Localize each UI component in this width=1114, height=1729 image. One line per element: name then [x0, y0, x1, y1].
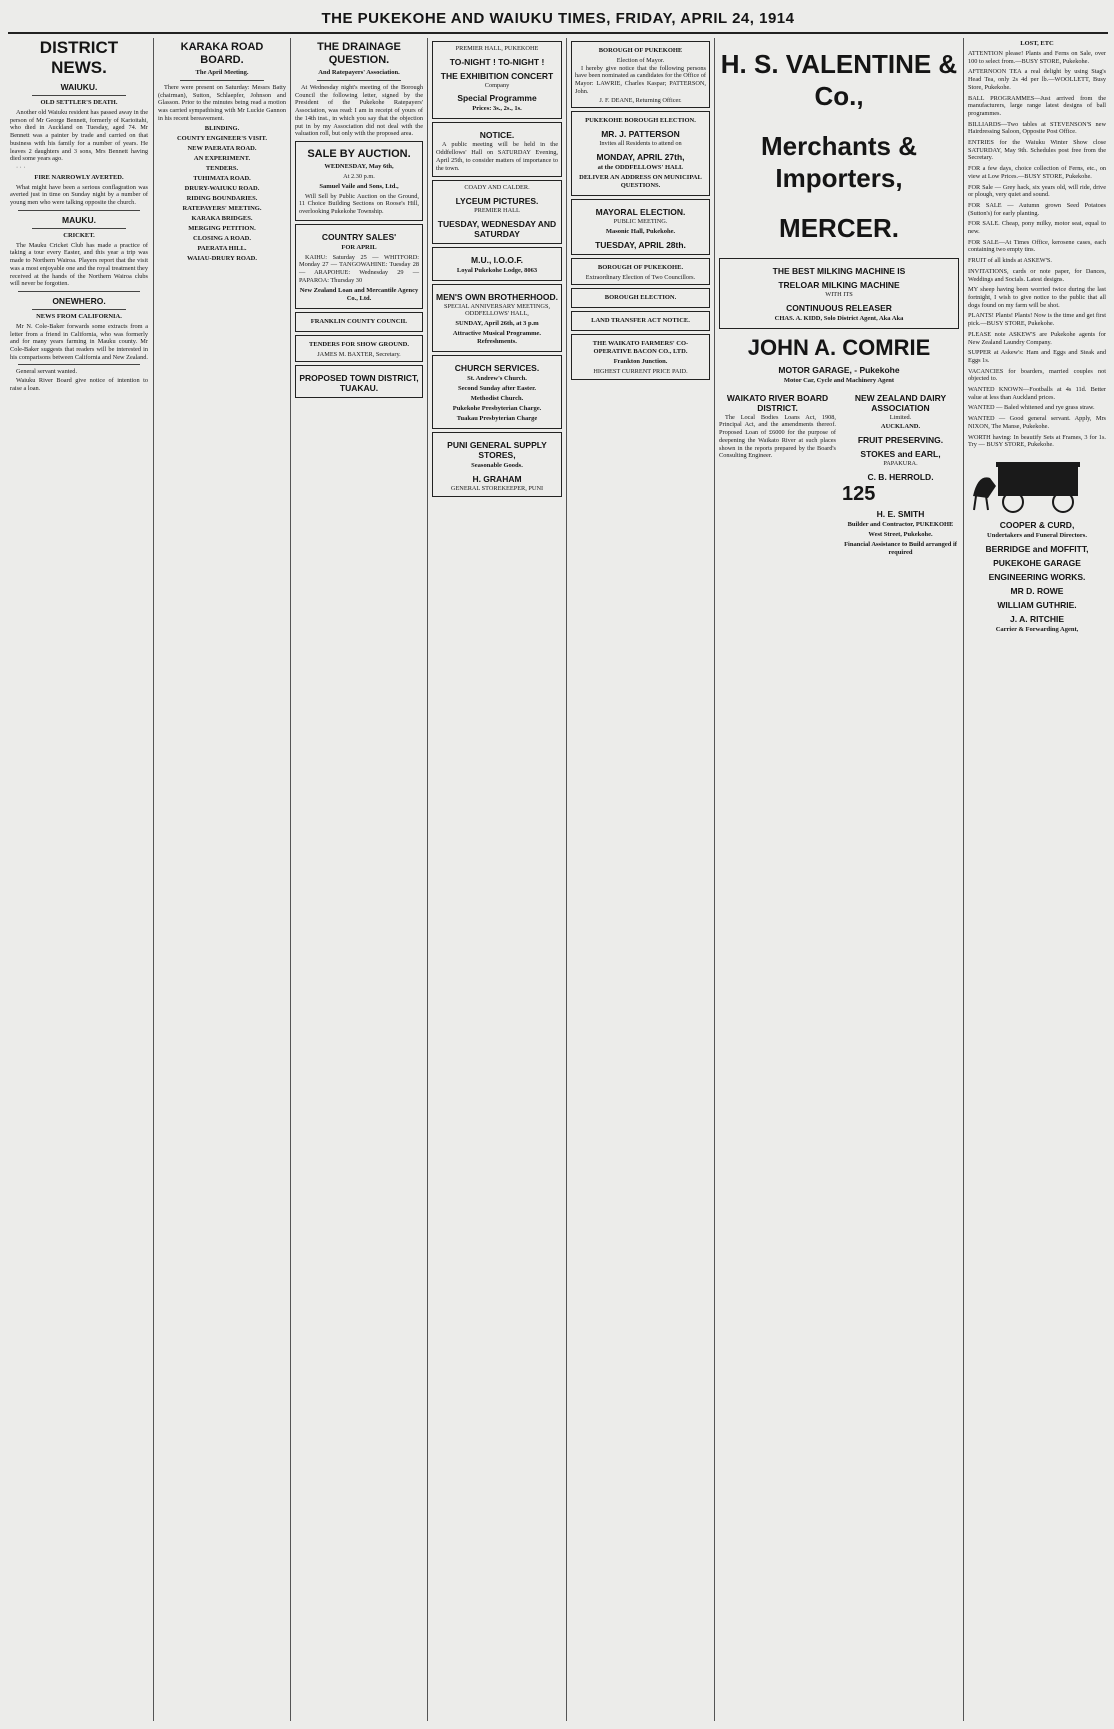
footer-loan: Waiuku River Board give notice of intention to raise a loan.	[10, 377, 148, 392]
sale-text: Will Sell by Public Auction on the Ground, 11 Choice Building Sections on Roose's Hill, overlooking Pukekohe Township.	[299, 192, 419, 216]
masthead	[8, 6, 1108, 34]
masonic: Masonic Hall, Pukekohe.	[605, 227, 676, 235]
onewhero-heading: ONEWHERO.	[52, 295, 106, 306]
puni: PUNI GENERAL SUPPLY STORES,	[447, 440, 547, 461]
classified-ad: WANTED — Baled whitened and rye grass straw.	[968, 404, 1095, 412]
papakura: PAPAKURA.	[883, 460, 918, 468]
lodge-ad	[432, 247, 562, 281]
column-rule	[566, 38, 567, 1721]
settler-text: Another old Waiuku resident has passed away in the person of Mr George Bennett, formerly of Karioitahi, who died in Auckland on Tuesday, aged 74. Mr Bennett was a painter by trade and carried on that business with his family for a number of years. He leaves 2 daughters and 3 sons, Mrs Bennett having died some years ago.	[10, 109, 148, 163]
address: DELIVER AN ADDRESS ON MUNICIPAL QUESTIONS.	[579, 173, 702, 189]
muioof: M.U., I.O.O.F.	[471, 254, 523, 265]
classified-ad: FOR SALE. Cheap, pony milky, motor seat, equal to new.	[968, 220, 1106, 236]
deane: J. F. DEANE, Returning Officer.	[599, 96, 682, 104]
sale-time: At 2.30 p.m.	[343, 172, 375, 180]
sale-date: WEDNESDAY, May 6th,	[324, 162, 394, 170]
releaser: CONTINUOUS RELEASER	[786, 302, 892, 313]
prices: Prices: 3s., 2s., 1s.	[472, 105, 522, 113]
karaka-intro: There were present on Saturday: Messrs Batty (chairman), Sutton, Schlaepfer, Johnson and Glasson. Prior to the minutes being read a motion was carried sympathising with Mr Luckie Gannon in his recent bereavement.	[158, 84, 286, 122]
borough: BOROUGH OF PUKEKOHE	[598, 47, 683, 54]
classified-ad: MY sheep having been worried twice during the last fortnight, I wish to give notice to the public that all dogs found on my farm will be shot.	[968, 286, 1106, 309]
pukekohe-garage: PUKEKOHE GARAGE	[993, 557, 1081, 568]
milking-ad	[719, 258, 959, 329]
premier-hall-2: PREMIER HALL	[474, 206, 520, 214]
special-programme: Special Programme	[457, 93, 537, 104]
mayor-ad	[571, 41, 710, 108]
dairy-auckland: AUCKLAND.	[880, 423, 921, 431]
brotherhood-ad	[432, 284, 562, 352]
fire-text: What might have been a serious conflagration was averted just in time on Sunday night by a number of young men who were talking opposite the church.	[10, 183, 148, 207]
classified-ad: FOR a few days, choice collection of Ferns, etc., on view at Low Prices.—BUSY STORE, Pukekohe.	[968, 165, 1106, 180]
sale-ad	[295, 141, 423, 221]
monday: MONDAY, APRIL 27th,	[596, 151, 685, 162]
classified-ad: SUPPER at Askew's: Ham and Eggs and Steak and Eggs 1s.	[968, 349, 1106, 364]
column-district-news	[10, 38, 148, 1723]
berridge: BERRIDGE and MOFFITT,	[985, 543, 1089, 554]
lodge: Loyal Pukekohe Lodge, 8063	[456, 266, 538, 274]
builder-sub: Builder and Contractor, PUKEKOHE	[847, 521, 954, 529]
attractive: Attractive Musical Programme. Refreshments.	[452, 330, 542, 346]
milking-name: TRELOAR MILKING MACHINE	[778, 280, 900, 290]
bridges-heading: KARAKA BRIDGES.	[191, 214, 253, 222]
ritchie: J. A. RITCHIE	[1010, 613, 1064, 624]
nz-loan: New Zealand Loan and Mercantile Agency Co., Ltd.	[299, 286, 419, 302]
tenders-heading: TENDERS.	[205, 164, 239, 172]
presbyterian: Pukekohe Presbyterian Charge.	[452, 405, 542, 413]
acres: 125	[842, 483, 876, 506]
patterson-ad	[571, 111, 710, 196]
motor: MOTOR GARAGE, - Pukekohe	[778, 364, 900, 375]
drainage-text: At Wednesday night's meeting of the Borough Council the following letter, signed by the President of the Pukekohe Ratepayers' Association, was read: I am in receipt of yours of the 14th inst., in which you say that the objection put in by my Association did not deal with the valuation roll, but only with the proposed area.	[295, 84, 423, 138]
mayor-election: Election of Mayor.	[616, 57, 665, 64]
waiuku-heading: WAIUKU.	[60, 82, 98, 92]
engineering: ENGINEERING WORKS.	[988, 571, 1086, 582]
sale-title: SALE BY AUCTION.	[307, 147, 411, 160]
blinding-heading: BLINDING.	[204, 124, 240, 132]
franklin-title: FRANKLIN COUNTY COUNCIL	[310, 317, 408, 325]
sale-firm: Samuel Vaile and Sons, Ltd.,	[319, 182, 399, 190]
highest: HIGHEST CURRENT PRICE PAID.	[593, 368, 688, 376]
column-rule	[963, 38, 964, 1721]
cricket-text: The Mauku Cricket Club has made a practice of taking a tour every Easter, and this year a trip was made to Northern Wairoa. Players report that the visit was a most enjoyable one and the royal treatment they received at the hands of the Northern Wairoa clubs will never be forgotten.	[10, 241, 148, 288]
divider	[32, 309, 126, 310]
second-sunday: Second Sunday after Easter.	[457, 385, 536, 393]
oddfellows: at the ODDFELLOWS' HALL	[597, 163, 684, 171]
borough-election: BOROUGH ELECTION.	[604, 294, 677, 302]
methodist: Methodist Church.	[470, 395, 524, 403]
church-ad	[432, 355, 562, 429]
ratepayers-heading: RATEPAYERS' MEETING.	[182, 204, 262, 212]
extraordinary-ad	[571, 258, 710, 286]
merchants: Merchants & Importers,	[760, 131, 918, 193]
mayoral: MAYORAL ELECTION.	[595, 206, 686, 217]
cooper: COOPER & CURD,	[999, 519, 1075, 530]
tuakau-presbyterian: Tuakau Presbyterian Charge	[456, 415, 538, 423]
county-heading: COUNTY ENGINEER'S VISIT.	[176, 134, 267, 142]
undertakers: Undertakers and Funeral Directors.	[987, 531, 1087, 539]
waiau-heading: WAIAU-DRURY ROAD.	[187, 254, 257, 262]
masthead-title: THE PUKEKOHE AND WAIUKU TIMES, FRIDAY, APRIL 24, 1914	[321, 10, 795, 27]
column-rule	[714, 38, 715, 1721]
column-karaka	[158, 38, 286, 1723]
financial: Financial Assistance to Build arranged if required	[844, 541, 957, 557]
dairy-ltd: Limited.	[889, 413, 912, 421]
paerata-heading: NEW PAERATA ROAD.	[187, 144, 257, 152]
extra-sub: Extraordinary Election of Two Councillors.	[585, 273, 696, 281]
merging-heading: MERGING PETITION.	[188, 224, 256, 232]
kidd: CHAS. A. KIDD, Solo District Agent, Aka Aka	[774, 314, 904, 322]
river-ad	[719, 389, 836, 559]
tuesday: TUESDAY, APRIL 28th.	[595, 239, 686, 250]
classified-ad: FOR Sale — Grey hack, six years old, will ride, drive or plough, very quiet and sound.	[968, 183, 1106, 199]
classified-ad: PLEASE note ASKEW'S are Pukekohe agents for New Zealand Laundry Company.	[968, 330, 1106, 346]
divider	[32, 95, 126, 96]
classified-ad: FRUIT of all kinds at ASKEW'S.	[968, 257, 1052, 265]
fruit: FRUIT PRESERVING.	[857, 435, 944, 446]
show-ad	[295, 335, 423, 363]
dairy-title: NEW ZEALAND DAIRY ASSOCIATION	[854, 392, 947, 413]
district-news-title: DISTRICT NEWS.	[39, 38, 119, 77]
drainage-title: THE DRAINAGE QUESTION.	[317, 41, 401, 66]
divider	[18, 210, 140, 211]
frankton: Frankton Junction.	[613, 358, 668, 366]
with-its: WITH ITS	[825, 291, 853, 298]
carrier: Carrier & Forwarding Agent,	[995, 625, 1079, 633]
classified-ad: FOR SALE—At Times Office, kerosene cases, each containing two empty tins.	[968, 238, 1106, 254]
rowe: MR D. ROWE	[1010, 585, 1064, 596]
borough-election-ad	[571, 288, 710, 308]
valentine: H. S. VALENTINE & Co.,	[720, 49, 958, 111]
church-services: CHURCH SERVICES.	[454, 363, 540, 374]
column-entertainment	[432, 38, 562, 1723]
mayoral-ad	[571, 199, 710, 255]
premier-ad	[432, 41, 562, 119]
column-rule	[427, 38, 428, 1721]
stokes: STOKES and EARL,	[860, 449, 941, 460]
sunday: SUNDAY, April 26th, at 3 p.m	[455, 320, 539, 328]
builder: H. E. SMITH	[876, 509, 925, 520]
baxter: JAMES M. BAXTER, Secretary.	[317, 350, 401, 358]
filler-text: · · ·	[16, 163, 26, 171]
premier-hall: PREMIER HALL, PUKEKOHE	[455, 45, 539, 52]
lyceum-ad	[432, 180, 562, 243]
graham-sub: GENERAL STOREKEEPER, PUNI	[450, 485, 544, 493]
farmers-ad	[571, 334, 710, 380]
california-heading: NEWS FROM CALIFORNIA.	[36, 312, 122, 320]
classified-ad: PLANTS! Plants! Plants! Now is the time and get first pick.—BUSY STORE, Pukekohe.	[968, 312, 1106, 328]
company: Company	[484, 81, 510, 89]
puni-ad	[432, 432, 562, 497]
paerata-hill-heading: PAERATA HILL.	[197, 244, 247, 252]
column-classified	[968, 38, 1106, 1723]
classified-ad: WORTH having: In beautify Sets at Frames, 3 for 1s. Try — BUSY STORE, Pukekohe.	[968, 433, 1106, 449]
classified-ad: WANTED — Good general servant. Apply, Mrs NIXON, The Manse, Pukekohe.	[968, 415, 1106, 430]
divider	[18, 291, 140, 292]
river-dairy-row	[719, 389, 959, 559]
motor-sub: Motor Car, Cycle and Machinery Agent	[783, 376, 895, 384]
divider	[317, 80, 401, 81]
john-comrie: JOHN A. COMRIE	[747, 334, 931, 360]
lyceum: LYCEUM PICTURES.	[455, 195, 539, 206]
column-borough	[571, 38, 710, 1723]
column-merchants	[719, 38, 959, 1723]
notice-ad	[432, 122, 562, 177]
divider	[180, 80, 264, 81]
tonight: TO-NIGHT ! TO-NIGHT !	[449, 56, 545, 67]
classified-ad: BALL PROGRAMMES—Just arrived from the manufacturers, large range latest designs of ball programmes.	[968, 94, 1106, 117]
river-title: WAIKATO RIVER BOARD DISTRICT.	[726, 392, 829, 413]
cricket-heading: CRICKET.	[63, 231, 95, 239]
anniversary: SPECIAL ANNIVERSARY MEETINGS, ODDFELLOWS' HALL,	[443, 302, 551, 318]
column-rule	[153, 38, 154, 1721]
coady: COADY AND CALDER.	[464, 184, 530, 192]
patterson: MR. J. PATTERSON	[601, 129, 680, 140]
fire-heading: FIRE NARROWLY AVERTED.	[34, 173, 124, 181]
country-sales-ad	[295, 224, 423, 309]
closing-heading: CLOSING A ROAD.	[193, 234, 251, 242]
classified-ad: ATTENTION please! Plants and Ferns on Sale, over 100 to select from.—BUSY STORE, Pukekohe.	[968, 50, 1106, 65]
land-ad	[571, 311, 710, 331]
karaka-sub: The April Meeting.	[195, 69, 249, 76]
river-text: The Local Bodies Loans Act, 1908, Principal Act, and the amendments thereof. Proposed Loan of £6000 for the purpose of deepening the Waikato River at such places shown in the reports prepared by the Board's Consulting Engineer.	[719, 413, 836, 460]
column-drainage	[295, 38, 423, 1723]
hearse-illustration	[968, 452, 1106, 516]
classified-ad: INVITATIONS, cards or note paper, for Dances, Weddings and Socials. Latest designs.	[968, 267, 1106, 283]
tuakau-ad	[295, 365, 423, 398]
election-title: PUKEKOHE BOROUGH ELECTION.	[585, 117, 696, 125]
classified-ad: WANTED KNOWN—Footballs at 4s 11d. Better value at less than Auckland prices.	[968, 386, 1106, 401]
tuakau-title: PROPOSED TOWN DISTRICT, TUAKAU.	[299, 373, 419, 394]
land-title: LAND TRANSFER ACT NOTICE.	[591, 317, 690, 325]
show-title: TENDERS FOR SHOW GROUND.	[309, 340, 409, 348]
california-text: Mr N. Cole-Baker forwards some extracts from a letter from a friend in California, who was formerly and for many years farming in Mauku county. Mr Cole-Baker suggests that readers will be interested in his comparisons between California and New Zealand.	[10, 322, 148, 361]
column-rule	[290, 38, 291, 1721]
herrold: C. B. HERROLD.	[867, 472, 934, 483]
lost-heading: LOST, ETC	[1020, 40, 1054, 47]
classified-ad: BILLIARDS—Two tables at STEVENSON'S new Hairdressing Saloon, Opposite Post Office.	[968, 120, 1106, 136]
tuhimata-heading: TUHIMATA ROAD.	[193, 174, 251, 182]
notice-title: NOTICE.	[479, 130, 515, 141]
graham: H. GRAHAM	[472, 474, 522, 485]
tue-wed: TUESDAY, WEDNESDAY AND SATURDAY	[437, 218, 557, 239]
brotherhood: MEN'S OWN BROTHERHOOD.	[436, 291, 558, 302]
drury-heading: DRURY-WAIUKU ROAD.	[184, 184, 260, 192]
sales-list: KAIHU: Saturday 25 — WHITFORD: Monday 27 — TANGOWAHINE: Tuesday 28 — ARAPOHUE: Wednesday 29 — PAPAROA: Thursday 30	[299, 253, 419, 284]
extra-title: BOROUGH OF PUKEKOHE.	[597, 263, 684, 271]
st-andrews: St. Andrew's Church.	[467, 375, 527, 383]
notice-text: A public meeting will be held in the Oddfellows' Hall on SATURDAY Evening, April 25th, to consider matters of importance to the town.	[436, 141, 558, 172]
boundaries-heading: RIDING BOUNDARIES.	[186, 194, 258, 202]
settler-heading: OLD SETTLER'S DEATH.	[40, 99, 118, 106]
invites: Invites all Residents to attend on	[599, 140, 682, 148]
sales-title: COUNTRY SALES'	[321, 231, 397, 242]
classified-ad: FOR SALE — Autumn grown Seed Potatoes (Sutton's) for early planting.	[968, 201, 1106, 217]
classified-ad: AFTERNOON TEA a real delight by using Stag's Head Tea, only 2s 4d per lb.—WOOLLETT, Busy Store, Pukekohe.	[968, 68, 1106, 91]
sales-for: FOR APRIL	[341, 243, 377, 251]
classified-ad: ENTRIES for the Waiuku Winter Show close SATURDAY, May 9th. Schedules post free from the Secretary.	[968, 139, 1106, 162]
divider	[18, 364, 140, 365]
footer-servant: General servant wanted.	[16, 368, 78, 376]
public: PUBLIC MEETING.	[613, 217, 668, 225]
west-street: West Street, Pukekohe.	[868, 531, 933, 539]
dairy-ad	[842, 389, 959, 559]
guthrie: WILLIAM GUTHRIE.	[997, 599, 1077, 610]
farmers: THE WAIKATO FARMERS' CO-OPERATIVE BACON CO., LTD.	[592, 340, 689, 356]
seasonable: Seasonable Goods.	[471, 462, 523, 470]
mercer: MERCER.	[779, 213, 899, 243]
karaka-title: KARAKA ROAD BOARD.	[180, 41, 264, 66]
exhibition: THE EXHIBITION CONCERT	[440, 70, 554, 81]
experiment-heading: AN EXPERIMENT.	[193, 154, 251, 162]
divider	[32, 228, 126, 229]
franklin-ad	[295, 312, 423, 332]
mauku-heading: MAUKU.	[62, 214, 96, 225]
drainage-sub: And Ratepayers' Association.	[318, 69, 400, 76]
mayor-text: I hereby give notice that the following persons have been nominated as candidates for the Office of Mayor: LAWRIE, Charles Kaspar; PATTERSON, John.	[575, 64, 707, 95]
classified-list	[968, 50, 1106, 449]
milking-title: THE BEST MILKING MACHINE IS	[772, 266, 906, 276]
classified-ad: VACANCIES for boarders, married couples not objected to.	[968, 367, 1106, 383]
